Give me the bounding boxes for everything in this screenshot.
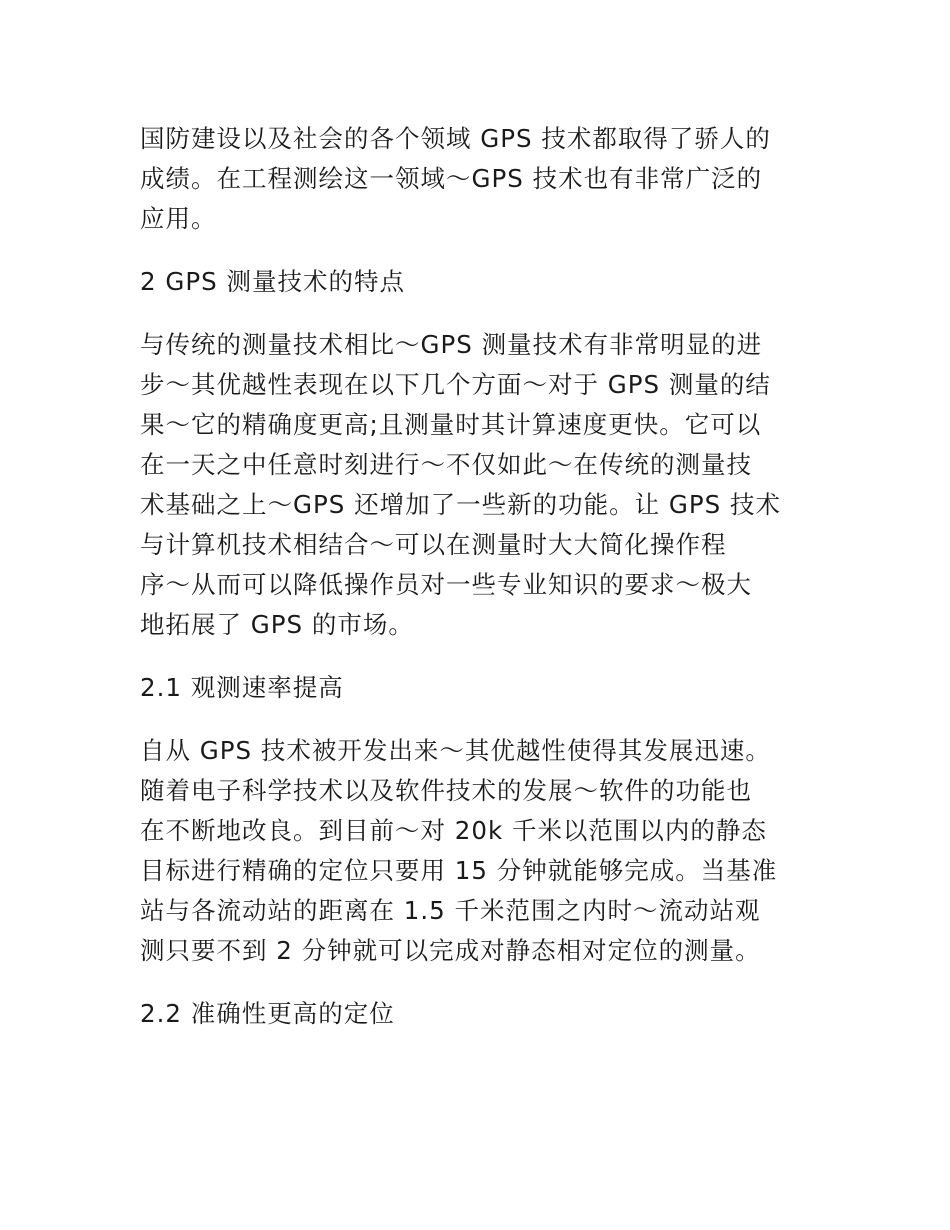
text-line: 序～从而可以降低操作员对一些专业知识的要求～极大 [140,570,752,599]
text-line: 地拓展了 GPS 的市场。 [140,610,414,639]
text-line: 站与各流动站的距离在 1.5 千米范围之内时～流动站观 [140,896,761,925]
text-line: 在不断地改良。到目前～对 20k 千米以范围以内的静态 [140,816,767,845]
section-heading-2-2 [140,994,810,1034]
text-line: 与计算机技术相结合～可以在测量时大大简化操作程 [140,530,727,559]
heading-text: 2.2 准确性更高的定位 [140,999,395,1028]
text-line: 应用。 [140,204,217,233]
paragraph-features [140,325,810,645]
paragraph-observation-speed [140,731,810,971]
text-line: 自从 GPS 技术被开发出来～其优越性使得其发展迅速。 [140,736,771,765]
text-line: 测只要不到 2 分钟就可以完成对静态相对定位的测量。 [140,936,761,965]
text-line: 随着电子科学技术以及软件技术的发展～软件的功能也 [140,776,752,805]
text-line: 果～它的精确度更高;且测量时其计算速度更快。它可以 [140,410,762,439]
text-line: 与传统的测量技术相比～GPS 测量技术有非常明显的进 [140,330,763,359]
section-heading-2 [140,262,810,302]
paragraph-intro [140,119,810,239]
section-heading-2-1 [140,668,810,708]
text-line: 成绩。在工程测绘这一领域～GPS 技术也有非常广泛的 [140,164,763,193]
heading-text: 2.1 观测速率提高 [140,673,344,702]
heading-text: 2 GPS 测量技术的特点 [140,267,405,296]
text-line: 术基础之上～GPS 还增加了一些新的功能。让 GPS 技术 [140,490,781,519]
text-line: 目标进行精确的定位只要用 15 分钟就能够完成。当基准 [140,856,778,885]
text-line: 步～其优越性表现在以下几个方面～对于 GPS 测量的结 [140,370,771,399]
document-body [140,119,810,1034]
text-line: 在一天之中任意时刻进行～不仅如此～在传统的测量技 [140,450,752,479]
text-line: 国防建设以及社会的各个领域 GPS 技术都取得了骄人的 [140,124,771,153]
